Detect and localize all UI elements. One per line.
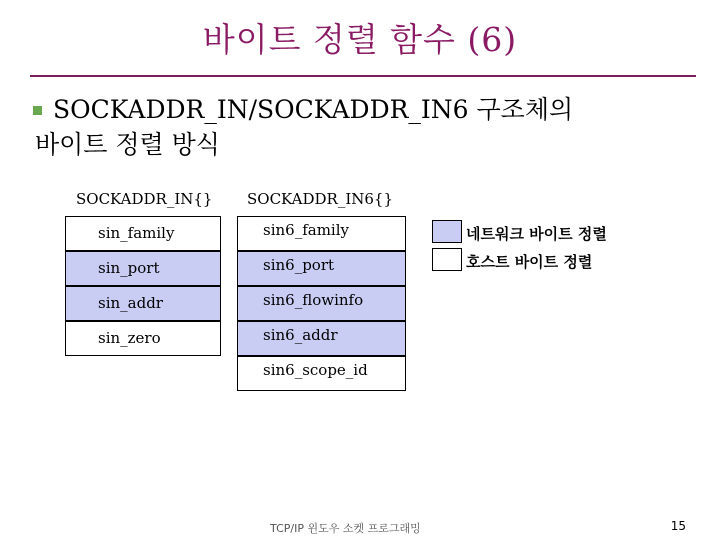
ipv4-field-addr: sin_addr <box>65 286 221 321</box>
legend-host-label: 호스트 바이트 정렬 <box>466 253 593 271</box>
ipv4-field-port: sin_port <box>65 251 221 286</box>
ipv6-struct-label: SOCKADDR_IN6{} <box>247 190 394 208</box>
title-divider <box>30 75 696 77</box>
ipv6-field-addr: sin6_addr <box>237 321 406 356</box>
ipv6-field-port: sin6_port <box>237 251 406 286</box>
bullet-square-icon <box>33 106 42 115</box>
slide-heading <box>35 92 693 162</box>
ipv4-struct-label: SOCKADDR_IN{} <box>76 190 213 208</box>
ipv6-field-family: sin6_family <box>237 216 406 251</box>
heading-line-1: SOCKADDR_IN/SOCKADDR_IN6 구조체의 <box>53 95 574 124</box>
ipv6-field-flowinfo: sin6_flowinfo <box>237 286 406 321</box>
ipv4-field-zero: sin_zero <box>65 321 221 356</box>
footer-text: TCP/IP 윈도우 소켓 프로그래밍 <box>270 522 421 535</box>
legend-network-label: 네트워크 바이트 정렬 <box>466 225 607 243</box>
heading-line-2: 바이트 정렬 방식 <box>35 130 220 159</box>
ipv6-field-scope-id: sin6_scope_id <box>237 356 406 391</box>
slide-title: 바이트 정렬 함수 (6) <box>202 20 518 59</box>
legend-network-swatch <box>432 220 462 243</box>
ipv4-field-family: sin_family <box>65 216 221 251</box>
page-number: 15 <box>670 519 686 533</box>
legend-host-swatch <box>432 248 462 271</box>
